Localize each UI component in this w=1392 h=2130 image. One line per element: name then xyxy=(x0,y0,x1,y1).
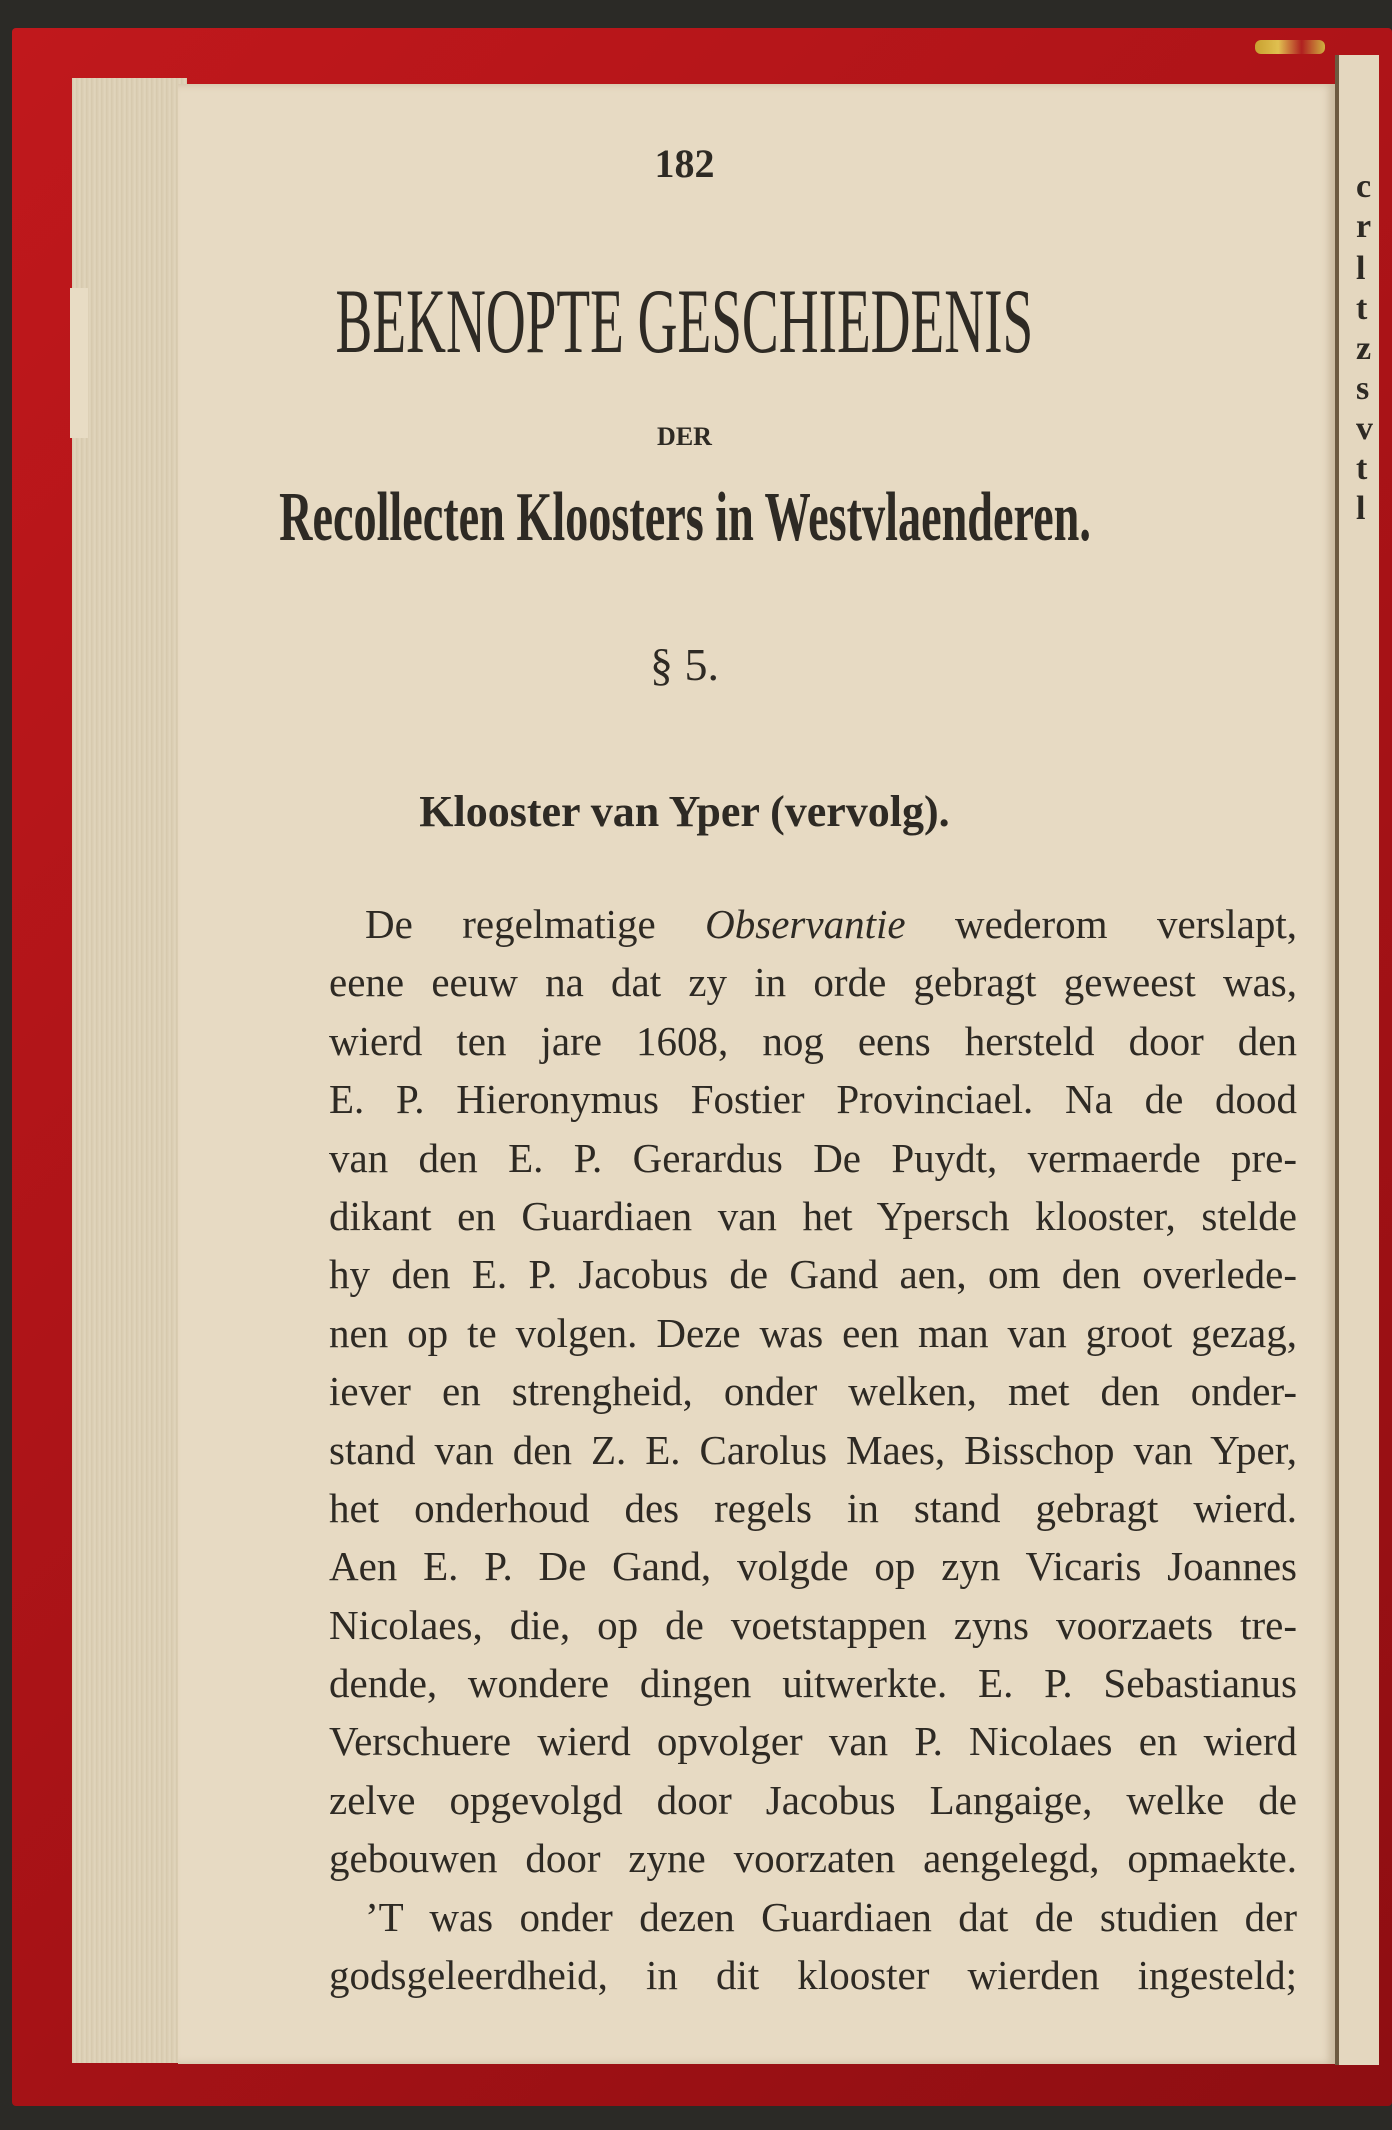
text-line: van den E. P. Gerardus De Puydt, vermaerde pre- xyxy=(329,1134,1297,1181)
text-line: iever en strengheid, onder welken, met den onder- xyxy=(329,1368,1297,1415)
page-title: BEKNOPTE GESCHIEDENIS xyxy=(335,270,1034,372)
text-line: nen op te volgen. Deze was een man van groot gezag, xyxy=(329,1309,1297,1356)
text-line: dende, wondere dingen uitwerkte. E. P. Sebastianus xyxy=(329,1660,1297,1707)
text-line: ’T was onder dezen Guardiaen dat de studien der xyxy=(365,1893,1297,1940)
next-page-letter: r xyxy=(1356,208,1372,245)
italic-term: Observantie xyxy=(705,901,906,947)
text-line: Verschuere wierd opvolger van P. Nicolaes en wierd xyxy=(329,1718,1297,1765)
title-connector: DER xyxy=(657,422,712,451)
text-line: eene eeuw na dat zy in orde gebragt geweest was, xyxy=(329,959,1297,1006)
next-page-letter: z xyxy=(1356,330,1372,367)
text-line: zelve opgevolgd door Jacobus Langaige, welke de xyxy=(329,1776,1297,1823)
text-line xyxy=(329,895,1297,953)
next-page-letter: v xyxy=(1356,410,1373,447)
next-page-letter: l xyxy=(1356,250,1366,287)
text-line: Aen E. P. De Gand, volgde op zyn Vicaris Joannes xyxy=(329,1543,1297,1590)
text-line: dikant en Guardiaen van het Ypersch klooster, stelde xyxy=(329,1192,1297,1239)
text-line: E. P. Hieronymus Fostier Provinciael. Na de dood xyxy=(329,1076,1297,1123)
text-line: godsgeleerdheid, in dit klooster wierden ingesteld; xyxy=(329,1952,1297,1999)
next-page-letter: s xyxy=(1356,370,1370,407)
body-text xyxy=(329,895,1297,2004)
next-page-letter: t xyxy=(1356,450,1368,487)
next-page-letter: c xyxy=(1356,168,1372,205)
text-line: gebouwen door zyne voorzaten aengelegd, opmaekte. xyxy=(329,1835,1297,1882)
next-page-letter: t xyxy=(1356,290,1368,327)
next-page-letter: l xyxy=(1356,490,1366,527)
text-line: wierd ten jare 1608, nog eens hersteld door den xyxy=(329,1017,1297,1064)
text-line: hy den E. P. Jacobus de Gand aen, om den overlede- xyxy=(329,1251,1297,1298)
text-segment: De regelmatige xyxy=(365,901,706,947)
text-line: stand van den Z. E. Carolus Maes, Bisschop van Yper, xyxy=(329,1426,1297,1473)
text-line: Nicolaes, die, op de voetstappen zyns voorzaets tre- xyxy=(329,1601,1297,1648)
subtitle: Recollecten Kloosters in Westvlaenderen. xyxy=(278,479,1091,556)
section-heading: Klooster van Yper (vervolg). xyxy=(419,787,950,836)
section-number: § 5. xyxy=(650,639,719,690)
bookmark-ribbon xyxy=(1255,40,1325,54)
page-number: 182 xyxy=(654,141,715,186)
text-line: het onderhoud des regels in stand gebragt wierd. xyxy=(329,1484,1297,1531)
page-stack-edges xyxy=(72,78,187,2063)
text-segment: wederom verslapt, xyxy=(905,901,1297,947)
